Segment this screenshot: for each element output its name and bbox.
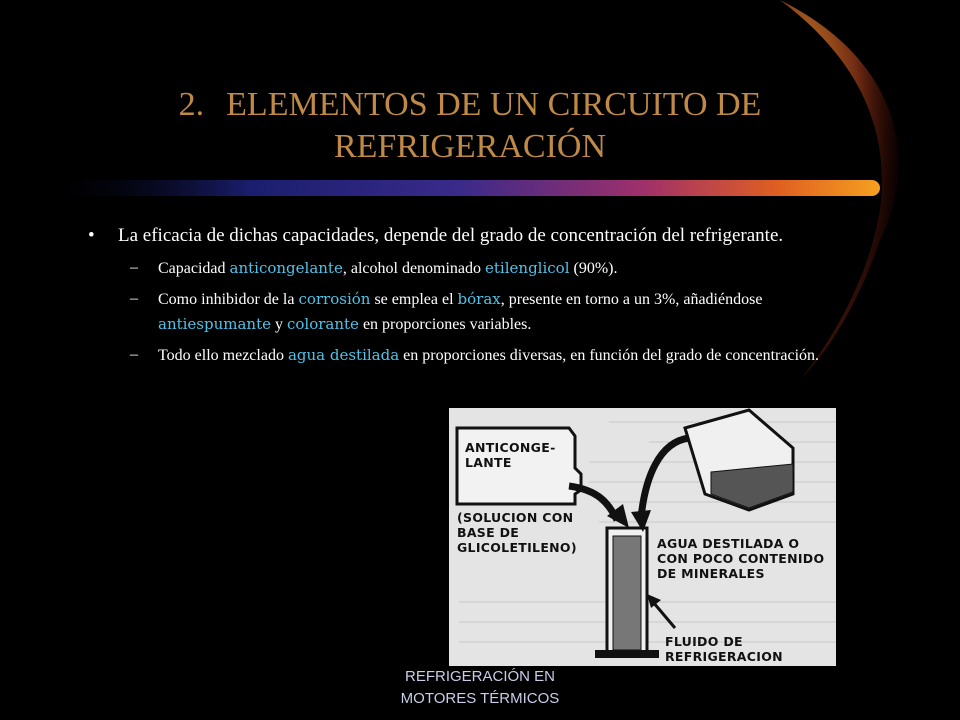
sub-item-text: en proporciones diversas, en función del grado de concentración. bbox=[399, 347, 820, 364]
label-line: GLICOLETILENO) bbox=[457, 540, 577, 555]
slide-title bbox=[150, 84, 790, 168]
label-line: LANTE bbox=[465, 455, 512, 470]
title-line-2: REFRIGERACIÓN bbox=[333, 128, 607, 165]
highlight-term: agua destilada bbox=[287, 346, 400, 364]
label-line: FLUIDO DE bbox=[665, 634, 743, 649]
coolant-diagram bbox=[449, 408, 836, 666]
label-line: AGUA DESTILADA O bbox=[657, 536, 800, 551]
title-line-1: ELEMENTOS DE UN CIRCUITO DE bbox=[226, 86, 762, 123]
sub-item-text: Como inhibidor de la bbox=[158, 291, 299, 308]
main-bullet bbox=[88, 222, 848, 250]
footer-line-1: REFRIGERACIÓN EN bbox=[404, 668, 555, 685]
sub-item-agua bbox=[88, 343, 848, 368]
sub-item-dash: – bbox=[130, 346, 138, 363]
highlight-term: bórax bbox=[457, 290, 501, 308]
sub-item-anticongelante bbox=[88, 256, 848, 281]
sub-item-text: Todo ello mezclado bbox=[158, 347, 288, 364]
highlight-term: antiespumante bbox=[158, 315, 271, 333]
sub-item-dash: – bbox=[130, 290, 138, 307]
sub-item-dash: – bbox=[130, 259, 138, 276]
sub-item-corrosion bbox=[88, 287, 848, 337]
cylinder-base-icon bbox=[595, 650, 659, 658]
label-line: ANTICONGE- bbox=[465, 440, 556, 455]
title-number: 2. bbox=[178, 86, 205, 123]
sub-item-text: en proporciones variables. bbox=[358, 316, 532, 333]
bullet-symbol: • bbox=[88, 225, 95, 246]
sub-item-text: se emplea el bbox=[370, 291, 458, 308]
highlight-term: etilenglicol bbox=[485, 259, 570, 277]
label-line: (SOLUCION CON bbox=[457, 510, 574, 525]
slide-footer bbox=[360, 666, 600, 710]
label-line: DE MINERALES bbox=[657, 566, 765, 581]
highlight-term: colorante bbox=[287, 315, 359, 333]
main-bullet-text: La eficacia de dichas capacidades, depende del grado de concentración del refrigerante. bbox=[118, 225, 784, 246]
highlight-term: corrosión bbox=[298, 290, 371, 308]
footer-line-2: MOTORES TÉRMICOS bbox=[400, 690, 560, 707]
sub-item-text: (90%). bbox=[569, 260, 618, 277]
label-agua-destilada bbox=[657, 536, 824, 581]
label-anticongelante bbox=[465, 440, 556, 470]
slide-content bbox=[88, 222, 848, 368]
sub-item-text: , alcohol denominado bbox=[342, 260, 486, 277]
sub-item-text: y bbox=[271, 316, 287, 333]
highlight-term: anticongelante bbox=[229, 259, 343, 277]
label-fluido bbox=[665, 634, 783, 664]
cylinder-fluid-icon bbox=[613, 536, 641, 650]
label-line: REFRIGERACION bbox=[665, 649, 783, 664]
sub-item-text: Capacidad bbox=[158, 260, 230, 277]
label-solucion bbox=[457, 510, 577, 555]
label-line: BASE DE bbox=[457, 525, 520, 540]
sub-item-text: , presente en torno a un 3%, añadiéndose bbox=[500, 291, 763, 308]
label-line: CON POCO CONTENIDO bbox=[657, 551, 825, 566]
